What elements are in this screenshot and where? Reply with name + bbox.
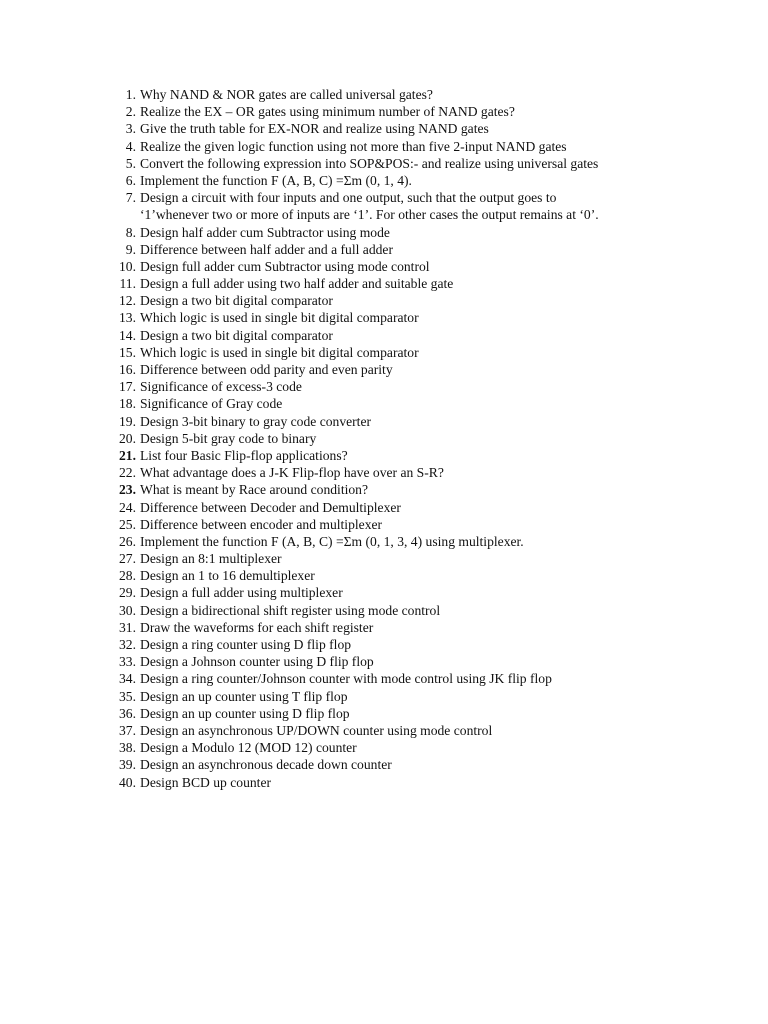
question-text-line: Design an up counter using T flip flop bbox=[140, 688, 348, 704]
question-item bbox=[0, 756, 768, 773]
question-number: 11. bbox=[119, 276, 136, 292]
question-text-line: Design a bidirectional shift register using mode control bbox=[140, 602, 441, 618]
question-number: 40. bbox=[119, 774, 136, 790]
question-item bbox=[0, 395, 768, 412]
question-text bbox=[140, 602, 440, 619]
question-item bbox=[0, 378, 768, 395]
question-number: 32. bbox=[119, 637, 136, 653]
question-item bbox=[0, 361, 768, 378]
question-text bbox=[140, 86, 433, 103]
question-text-line: Design half adder cum Subtractor using mode bbox=[140, 224, 390, 240]
question-item bbox=[0, 292, 768, 309]
question-text bbox=[140, 774, 271, 791]
question-number: 34. bbox=[119, 671, 136, 687]
question-item bbox=[0, 550, 768, 567]
question-text-line: What advantage does a J-K Flip-flop have over an S-R? bbox=[140, 465, 444, 481]
question-number: 26. bbox=[119, 533, 136, 549]
question-number: 19. bbox=[119, 413, 136, 429]
question-number: 36. bbox=[119, 705, 136, 721]
question-item bbox=[0, 722, 768, 739]
question-item bbox=[0, 172, 768, 189]
question-text bbox=[140, 344, 419, 361]
question-number: 4. bbox=[125, 138, 136, 154]
question-text bbox=[140, 275, 453, 292]
question-number: 2. bbox=[125, 104, 136, 120]
question-item bbox=[0, 344, 768, 361]
question-item bbox=[0, 533, 768, 550]
question-text bbox=[140, 292, 333, 309]
question-number: 39. bbox=[119, 757, 136, 773]
question-text bbox=[140, 241, 393, 258]
question-text bbox=[140, 705, 350, 722]
question-number: 28. bbox=[119, 568, 136, 584]
question-text bbox=[140, 155, 598, 172]
question-item bbox=[0, 103, 768, 120]
question-item bbox=[0, 224, 768, 241]
question-number: 8. bbox=[125, 224, 136, 240]
question-text bbox=[140, 481, 368, 498]
question-text-line: Significance of excess-3 code bbox=[140, 379, 302, 395]
question-number: 35. bbox=[119, 688, 136, 704]
question-item bbox=[0, 120, 768, 137]
question-text bbox=[140, 189, 599, 223]
question-number: 27. bbox=[119, 551, 136, 567]
question-text-line: Design a circuit with four inputs and one output, such that the output goes to bbox=[140, 190, 557, 206]
question-item bbox=[0, 688, 768, 705]
question-text-line: Difference between odd parity and even parity bbox=[140, 362, 393, 378]
question-text-line: Design an up counter using D flip flop bbox=[140, 705, 350, 721]
question-text-line: Design a Modulo 12 (MOD 12) counter bbox=[140, 740, 357, 756]
question-text-line: Which logic is used in single bit digital comparator bbox=[140, 344, 419, 360]
question-text bbox=[140, 258, 430, 275]
question-text bbox=[140, 739, 357, 756]
question-item bbox=[0, 430, 768, 447]
question-item bbox=[0, 705, 768, 722]
question-text-line: Which logic is used in single bit digital comparator bbox=[140, 310, 419, 326]
question-text bbox=[140, 447, 348, 464]
question-number: 14. bbox=[119, 327, 136, 343]
question-item bbox=[0, 481, 768, 498]
question-text bbox=[140, 670, 552, 687]
question-text-line: Draw the waveforms for each shift register bbox=[140, 619, 374, 635]
question-number: 18. bbox=[119, 396, 136, 412]
question-text-line: Design an asynchronous UP/DOWN counter using mode control bbox=[140, 722, 493, 738]
question-text bbox=[140, 567, 315, 584]
question-number: 12. bbox=[119, 293, 136, 309]
question-text bbox=[140, 138, 567, 155]
question-number: 10. bbox=[119, 258, 136, 274]
question-text bbox=[140, 361, 393, 378]
question-text-line: ‘1’whenever two or more of inputs are ‘1’. For other cases the output remains at ‘0’. bbox=[140, 207, 599, 223]
question-item bbox=[0, 258, 768, 275]
question-text bbox=[140, 653, 374, 670]
question-text bbox=[140, 395, 282, 412]
question-number: 17. bbox=[119, 379, 136, 395]
question-number: 6. bbox=[125, 172, 136, 188]
question-text-line: Design a Johnson counter using D flip flop bbox=[140, 654, 374, 670]
question-item bbox=[0, 636, 768, 653]
question-item bbox=[0, 516, 768, 533]
question-text-line: Design a ring counter using D flip flop bbox=[140, 637, 352, 653]
question-number: 15. bbox=[119, 344, 136, 360]
question-text-line: Design a full adder using two half adder and suitable gate bbox=[140, 276, 454, 292]
question-item bbox=[0, 447, 768, 464]
question-text-line: Design an 1 to 16 demultiplexer bbox=[140, 568, 315, 584]
question-number: 25. bbox=[119, 516, 136, 532]
question-text bbox=[140, 756, 392, 773]
question-number: 9. bbox=[125, 241, 136, 257]
question-number: 33. bbox=[119, 654, 136, 670]
question-text-line: What is meant by Race around condition? bbox=[140, 482, 369, 498]
question-item bbox=[0, 309, 768, 326]
question-number: 37. bbox=[119, 722, 136, 738]
question-text-line: Design full adder cum Subtractor using mode control bbox=[140, 258, 430, 274]
question-item bbox=[0, 138, 768, 155]
question-text-line: List four Basic Flip-flop applications? bbox=[140, 447, 348, 463]
question-text-line: Difference between encoder and multiplexer bbox=[140, 516, 383, 532]
question-item bbox=[0, 327, 768, 344]
question-text bbox=[140, 464, 444, 481]
question-text bbox=[140, 327, 333, 344]
question-text bbox=[140, 688, 348, 705]
question-number: 5. bbox=[125, 155, 136, 171]
question-text bbox=[140, 619, 373, 636]
question-item bbox=[0, 413, 768, 430]
question-number: 22. bbox=[119, 465, 136, 481]
question-number: 29. bbox=[119, 585, 136, 601]
question-item bbox=[0, 619, 768, 636]
question-item bbox=[0, 653, 768, 670]
question-text bbox=[140, 378, 302, 395]
question-number: 7. bbox=[125, 190, 136, 206]
question-text-line: Design 5-bit gray code to binary bbox=[140, 430, 317, 446]
question-item bbox=[0, 86, 768, 103]
question-text bbox=[140, 224, 390, 241]
question-text-line: Design an asynchronous decade down counter bbox=[140, 757, 392, 773]
question-text bbox=[140, 550, 282, 567]
question-text-line: Design an 8:1 multiplexer bbox=[140, 551, 282, 567]
question-number: 1. bbox=[125, 87, 136, 102]
question-text-line: Realize the EX – OR gates using minimum number of NAND gates? bbox=[140, 104, 515, 120]
question-text-line: Design a full adder using multiplexer bbox=[140, 585, 343, 601]
question-item bbox=[0, 739, 768, 756]
question-number: 23. bbox=[119, 482, 136, 498]
question-text bbox=[140, 533, 524, 550]
question-number: 13. bbox=[119, 310, 136, 326]
question-text-line: Implement the function F (A, B, C) =Σm (0, 1, 4). bbox=[140, 172, 412, 188]
question-text bbox=[140, 103, 515, 120]
question-number: 31. bbox=[119, 619, 136, 635]
question-item bbox=[0, 567, 768, 584]
question-text bbox=[140, 636, 351, 653]
question-number: 38. bbox=[119, 740, 136, 756]
question-text-line: Difference between half adder and a full adder bbox=[140, 241, 393, 257]
question-text bbox=[140, 413, 371, 430]
question-item bbox=[0, 241, 768, 258]
question-item bbox=[0, 774, 768, 791]
question-item bbox=[0, 670, 768, 687]
question-text-line: Convert the following expression into SOP&POS:- and realize using universal gates bbox=[140, 155, 599, 171]
question-text bbox=[140, 584, 343, 601]
question-text-line: Why NAND & NOR gates are called universal gates? bbox=[140, 87, 433, 102]
question-item bbox=[0, 275, 768, 292]
question-text-line: Difference between Decoder and Demultiplexer bbox=[140, 499, 401, 515]
question-text-line: Design a two bit digital comparator bbox=[140, 293, 333, 309]
question-text bbox=[140, 120, 489, 137]
question-text-line: Realize the given logic function using not more than five 2-input NAND gates bbox=[140, 138, 567, 154]
question-item bbox=[0, 584, 768, 601]
question-number: 3. bbox=[125, 121, 136, 137]
question-text bbox=[140, 172, 412, 189]
question-text-line: Significance of Gray code bbox=[140, 396, 283, 412]
question-number: 16. bbox=[119, 362, 136, 378]
question-text-line: Design 3-bit binary to gray code converter bbox=[140, 413, 372, 429]
question-number: 21. bbox=[119, 447, 136, 463]
question-item bbox=[0, 499, 768, 516]
question-item bbox=[0, 602, 768, 619]
question-text-line: Design a ring counter/Johnson counter with mode control using JK flip flop bbox=[140, 671, 552, 687]
question-text bbox=[140, 430, 316, 447]
question-text bbox=[140, 309, 419, 326]
question-number: 30. bbox=[119, 602, 136, 618]
question-text-line: Give the truth table for EX-NOR and realize using NAND gates bbox=[140, 121, 489, 137]
question-number: 20. bbox=[119, 430, 136, 446]
question-text bbox=[140, 722, 492, 739]
question-list bbox=[0, 86, 768, 791]
question-item bbox=[0, 464, 768, 481]
question-text-line: Design a two bit digital comparator bbox=[140, 327, 333, 343]
question-text bbox=[140, 499, 401, 516]
question-item bbox=[0, 155, 768, 172]
question-item bbox=[0, 189, 768, 223]
question-text-line: Design BCD up counter bbox=[140, 774, 272, 790]
question-text bbox=[140, 516, 382, 533]
question-number: 24. bbox=[119, 499, 136, 515]
question-text-line: Implement the function F (A, B, C) =Σm (0, 1, 3, 4) using multiplexer. bbox=[140, 533, 524, 549]
